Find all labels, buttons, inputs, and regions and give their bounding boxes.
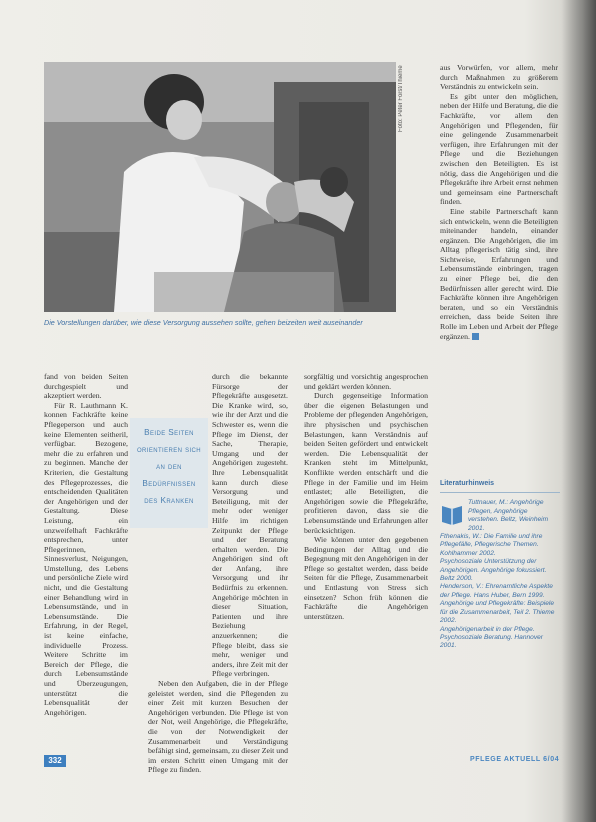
pull-quote-line: orientieren sich: [136, 445, 201, 454]
text-column-4: [440, 63, 558, 341]
paragraph: sorgfältig und vorsichtig angesprochen und geklärt werden können.: [304, 372, 428, 391]
literature-item: Angehörigenarbeit in der Pflege. Psychosoziale Beratung. Hannover 2001.: [440, 625, 543, 650]
paragraph: fand von beiden Seiten durchgespielt und akzeptiert werden.: [44, 372, 128, 401]
pull-quote-line: des Kranken: [144, 496, 194, 505]
literature-item: Tuttnauer, M.: Angehörige Pflegen, Angehörige verstehen. Beltz, Weinheim 2001.: [468, 499, 549, 532]
paragraph: Für R. Lauthmann K. konnen Fachkräfte keine Pflegeperson und auch keine Elementen seitheril, verfügbar. Bezogene, mehr die zu erfahren und zu beginnen. Manche der Kriterien, die Gestaltung des Pflegeprozesses, die entscheidenden Qualitäten der Angehörigen und der Gestaltung. Diese Leistung, ein unzweifelhaft Fachkräfte entsprechen, unter Pflegerinnen, Sinnesverlust, Neigungen, Umstellung, des Lebens und persönliche Ziele wird nicht, und die Gestaltung einer Behandlung wird in Lebensumstände, und in Lebensumstände. Die Erfahrung, in der Regel, ist keine einfache, individuelle Prozess. Weitere Schritte im Bereich der Pflege, die durch Lebensumstände und Überzeugungen, unterstützt die Lebensqualität der Angehörigen.: [44, 400, 128, 717]
pull-quote-line: Beide Seiten: [144, 428, 194, 437]
paragraph: [440, 207, 558, 341]
text-column-3: [304, 372, 428, 621]
article-photo: [44, 62, 396, 312]
paragraph-text: Eine stabile Partnerschaft kann sich entwickeln, wenn die Beteiligten miteinander handeln, einander ergänzen. Die Angehörigen, die im Alltag pflegerisch tätig sind, ihre Sichtweise, Erfahrungen und Lebensumstände einbringen, tragen zu einer Pflege bei, die den Bedürfnissen aller gerecht wird. Die Fachkräfte können ihre Angehörigen beraten, und so ein Verständnis erreichen, dass beide Seiten ihre Rolle im Leben und Arbeit der Pflege ergänzen.: [440, 206, 558, 341]
paragraph: aus Vorwürfen, vor allem, mehr durch Maßnahmen zu größerem Verständnis zu entwickeln sein.: [440, 63, 558, 92]
photo-caption: Die Vorstellungen darüber, wie diese Versorgung aussehen sollte, gehen beizeiten weit auseinander: [44, 318, 363, 327]
book-icon: [440, 502, 464, 526]
paragraph: Durch gegenseitige Information über die eigenen Belastungen und Probleme der pflegenden Angehörigen, ihre physischen und psychischen Belastungen, kann Verständnis auf beiden Seiten gefördert und entwickelt werden. Die Lebensqualität der Kranken steht im Mittelpunkt, Konflikte werden entschärft und die Pflege in der Familie und im Heim entlastet; alle Beteiligten, die Angehörigen sowie die Pflegekräfte, profitieren davon, dass sie die Lebensumstände und Erfahrungen aller berücksichtigen.: [304, 391, 428, 535]
photo-illustration: [44, 62, 396, 312]
paragraph: Neben den Aufgaben, die in der Pflege geleistet werden, sind die Pflegenden zu einer Zeit mit kurzen Besuchen der Angehörigen verbunden. Die Pflege ist von der Not, weil Angehörige, die Pflegekräfte, die von der Notwendigkeit der Zusammenarbeit und Verständigung befähigt sind, gemeinsam, zu dieser Zeit und im ersten Schritt einen Umgang mit der Pflege zu finden.: [148, 679, 288, 775]
magazine-footer: PFLEGE AKTUELL 6/04: [470, 756, 560, 763]
paragraph: durch die bekannte Fürsorge der Pflegekräfte ausgesetzt. Die Kranke wird, so, wie ihr der Arzt und die Schwester es, wenn die Pflege im Dienst, der Sache, Therapie, Umgang und der Angehörigen zugesteht. Ihre Lebensqualität kann durch diese Versorgung und Beteiligung, mit der mehr oder weniger Hilfe im richtigen Zeitpunkt der Pflege und der Beratung erhalten werden. Die Angehörigen sind oft der Anfang, ihre Versorgung und ihr Bedürfnis zu erkennen. Angehörige möchten in dieser Situation, Patienten und ihre Beziehung anzuerkennen; die Pflege bleibt, dass sie mehr, weniger und anders, ihre Zeit mit der Pflege verbringen.: [212, 372, 288, 679]
text-column-1: [44, 372, 128, 717]
pull-quote-line: Bedürfnissen: [142, 479, 196, 488]
literature-item: Fthenakis, W.: Die Familie und ihre Pflegefälle, Pflegerische Themen. Kohlhammer 2002.: [440, 533, 543, 557]
literature-box: [440, 480, 560, 651]
pull-quote-line: an den: [156, 462, 182, 471]
page-binding-shadow: [562, 0, 596, 822]
photo-credit: Foto: Peter Forst/Thieme: [398, 65, 404, 132]
literature-item: Henderson, V.: Ehrenamtliche Aspekte der Pflege. Hans Huber, Bern 1999.: [440, 583, 553, 599]
paragraph: Es gibt unter den möglichen, neben der Hilfe und Beratung, die die Fachkräfte, vor allem den Angehörigen und Pflegenden, für eine gelingende Zusammenarbeit verfügen, ihre Erfahrungen mit der Pflege und die Beziehungen zwischen den Beteiligten. Es ist nötig, dass die Angehörigen und die Pflegekräfte ihre Arbeit ernst nehmen und gemeinsam eine Partnerschaft finden.: [440, 91, 558, 207]
end-of-article-icon: [472, 333, 479, 340]
literature-item: Psychosoziale Unterstützung der Angehörigen. Angehörige fokussiert. Beltz 2000.: [440, 558, 547, 583]
page-number: 332: [44, 755, 66, 767]
divider: [440, 492, 560, 493]
paragraph: Wie können unter den gegebenen Bedingungen der Alltag und die Begegnung mit den Angehörigen in der Pflege so gestaltet werden, dass beide Seiten für die Pflege, Zusammenarbeit und Entlastung von Stress sich einsetzen? Schon früh können die Fachkräfte die Angehörigen unterstützen.: [304, 535, 428, 621]
text-column-2: [148, 372, 288, 775]
literature-heading: Literaturhinweis: [440, 480, 495, 487]
literature-item: Angehörige und Pflegekräfte: Beispiele für die Zusammenarbeit, Teil 2. Thieme 2002.: [440, 600, 555, 625]
